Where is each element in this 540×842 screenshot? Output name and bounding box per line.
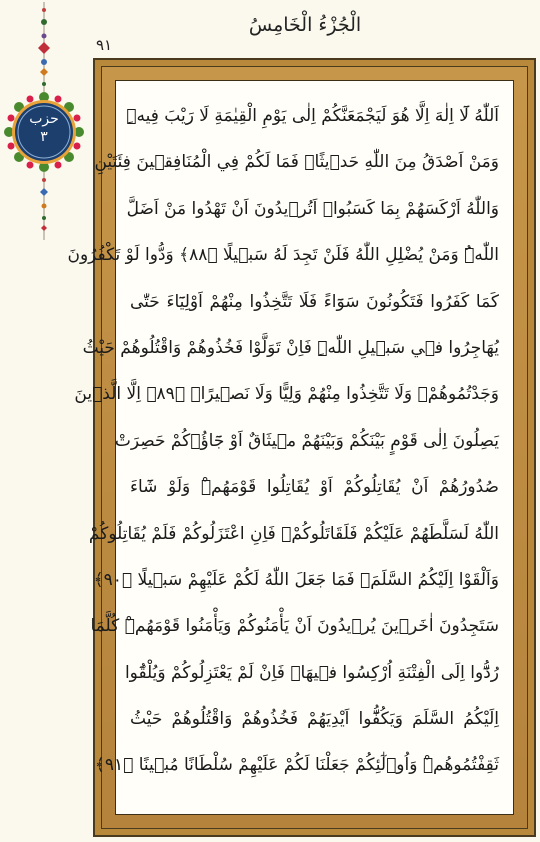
verse-text-block — [67, 80, 514, 815]
verse-line: اَللّٰهُ لَٓا اِلٰهَ اِلَّا هُوَ لَيَجْمَعَنَّكُمْ اِلٰى يَوْمِ الْقِيٰمَةِ لَا رَيْبَ فِيهِۜ — [126, 106, 499, 126]
frame-border — [67, 66, 528, 829]
verse-line: اللّٰهُ لَسَلَّطَهُمْ عَلَيْكُمْ فَلَقَاتَلُوكُمْۚ فَاِنِ اعْتَزَلُوكُمْ فَلَمْ يُقَاتِلُوكُمْ — [88, 523, 499, 544]
verse-line: رُدُّٓوا اِلَى الْفِتْنَةِ اُرْكِسُوا ف۪يهَاۚ فَاِنْ لَمْ يَعْتَزِلُوكُمْ وَيُلْقُٓوا — [124, 662, 499, 683]
juz-title: الْجُزْءُ الْخَامِسُ — [248, 14, 362, 36]
page-number: ٩١ — [96, 36, 113, 54]
page-frame — [67, 58, 536, 837]
verse-line: اللّٰهُۜ وَمَنْ يُضْلِلِ اللّٰهُ فَلَنْ تَجِدَ لَهُ سَب۪يلًا ﴿٨٨﴾ وَدُّوا لَوْ تَكْفُرُونَ — [67, 245, 499, 266]
hizb-word: حزب — [29, 111, 59, 127]
verse-line: اِلَيْكُمُ السَّلَمَ وَيَكُفُّٓوا اَيْدِيَهُمْ فَخُذُوهُمْ وَاقْتُلُوهُمْ حَيْثُ — [130, 709, 499, 730]
verse-line: سَتَجِدُونَ اٰخَر۪ينَ يُر۪يدُونَ اَنْ يَأْمَنُوكُمْ وَيَأْمَنُوا قَوْمَهُمْۜ كُلَّمَا — [90, 616, 499, 637]
verse-line: صُدُورُهُمْ اَنْ يُقَاتِلُوكُمْ اَوْ يُقَاتِلُوا قَوْمَهُمْۜ وَلَوْ شَٓاءَ — [130, 477, 499, 498]
verse-line: ثَقِفْتُمُوهُمْۜ وَاُو۬لٰٓئِكُمْ جَعَلْنَا لَكُمْ عَلَيْهِمْ سُلْطَانًا مُب۪ينًا ﴿٩١﴾ — [94, 755, 499, 776]
verse-line: وَمَنْ اَصْدَقُ مِنَ اللّٰهِ حَد۪يثًاࣖ فَمَا لَكُمْ فِي الْمُنَافِق۪ينَ فِئَتَيْنِ — [94, 152, 499, 173]
hizb-label — [5, 110, 83, 146]
verse-line: يُهَاجِرُوا ف۪ي سَب۪يلِ اللّٰهِۜ فَاِنْ تَوَلَّوْا فَخُذُوهُمْ وَاقْتُلُوهُمْ حَيْثُ — [82, 337, 499, 358]
verse-line: وَجَدْتُمُوهُمْۖ وَلَا تَتَّخِذُوا مِنْهُمْ وَلِيًّا وَلَا نَص۪يرًاۙ ﴿٨٩﴾ اِلَّا الَّذ۪ينَ — [74, 384, 499, 405]
verse-line: وَاللّٰهُ اَرْكَسَهُمْ بِمَا كَسَبُواۜ اَتُر۪يدُونَ اَنْ تَهْدُوا مَنْ اَضَلَّ — [126, 198, 499, 219]
verse-line: كَمَا كَفَرُوا فَتَكُونُونَ سَوَٓاءً فَلَا تَتَّخِذُوا مِنْهُمْ اَوْلِيَٓاءَ حَتّٰى — [130, 291, 499, 312]
verse-line: وَاَلْقَوْا اِلَيْكُمُ السَّلَمَۙ فَمَا جَعَلَ اللّٰهُ لَكُمْ عَلَيْهِمْ سَب۪يلًا ﴿٩٠﴾ — [93, 569, 499, 590]
hizb-number: ٣ — [40, 129, 48, 145]
verse-line: يَصِلُونَ اِلٰى قَوْمٍ بَيْنَكُمْ وَبَيْنَهُمْ م۪يثَاقٌ اَوْ جَٓاؤُ۫كُمْ حَصِرَتْ — [114, 430, 499, 451]
